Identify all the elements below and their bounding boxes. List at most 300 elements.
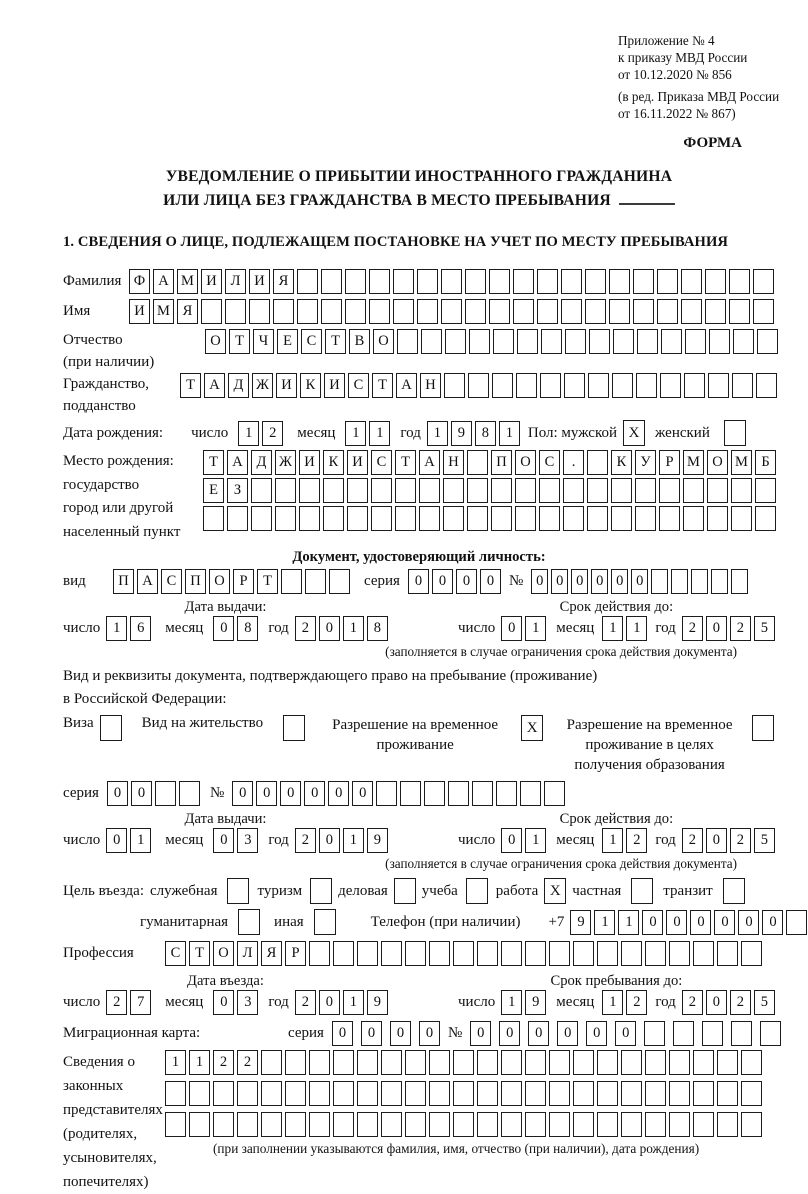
char-cell[interactable] — [741, 1081, 762, 1106]
char-cell[interactable]: В — [349, 329, 370, 354]
char-cell[interactable]: О — [209, 569, 230, 594]
char-cell[interactable] — [393, 299, 414, 324]
char-cell[interactable]: Л — [225, 269, 246, 294]
char-cell[interactable] — [669, 1050, 690, 1075]
char-cell[interactable] — [637, 329, 658, 354]
char-cell[interactable] — [549, 1050, 570, 1075]
char-cell[interactable] — [525, 1050, 546, 1075]
char-cell[interactable] — [517, 329, 538, 354]
char-cell[interactable]: 2 — [682, 828, 703, 853]
char-cell[interactable] — [501, 941, 522, 966]
purpose-transit-checkbox[interactable] — [723, 878, 745, 904]
char-cell[interactable] — [429, 1081, 450, 1106]
char-cell[interactable] — [681, 269, 702, 294]
char-cell[interactable] — [609, 269, 630, 294]
char-cell[interactable]: 0 — [256, 781, 277, 806]
char-cell[interactable]: 1 — [343, 990, 364, 1015]
char-cell[interactable] — [563, 478, 584, 503]
char-cell[interactable]: Ж — [275, 450, 296, 475]
purpose-other-checkbox[interactable] — [314, 909, 336, 935]
char-cell[interactable] — [468, 373, 489, 398]
char-cell[interactable] — [731, 569, 748, 594]
char-cell[interactable]: 2 — [626, 990, 647, 1015]
temp-residence-checkbox[interactable]: X — [521, 715, 543, 741]
char-cell[interactable] — [659, 506, 680, 531]
char-cell[interactable]: Т — [395, 450, 416, 475]
char-cell[interactable]: П — [185, 569, 206, 594]
char-cell[interactable]: Р — [285, 941, 306, 966]
char-cell[interactable] — [448, 781, 469, 806]
char-cell[interactable]: Т — [372, 373, 393, 398]
char-cell[interactable]: 2 — [626, 828, 647, 853]
char-cell[interactable]: 0 — [762, 910, 783, 935]
char-cell[interactable] — [732, 373, 753, 398]
char-cell[interactable] — [717, 941, 738, 966]
char-cell[interactable] — [369, 299, 390, 324]
char-cell[interactable]: 0 — [690, 910, 711, 935]
char-cell[interactable] — [421, 329, 442, 354]
char-cell[interactable] — [496, 781, 517, 806]
char-cell[interactable] — [657, 299, 678, 324]
char-cell[interactable]: 0 — [304, 781, 325, 806]
char-cell[interactable] — [397, 329, 418, 354]
char-cell[interactable] — [573, 941, 594, 966]
char-cell[interactable] — [611, 506, 632, 531]
char-cell[interactable] — [477, 1081, 498, 1106]
char-cell[interactable] — [733, 329, 754, 354]
char-cell[interactable] — [525, 1112, 546, 1137]
char-cell[interactable] — [165, 1081, 186, 1106]
char-cell[interactable] — [309, 1081, 330, 1106]
char-cell[interactable] — [685, 329, 706, 354]
char-cell[interactable]: 0 — [480, 569, 501, 594]
char-cell[interactable] — [537, 269, 558, 294]
char-cell[interactable] — [297, 299, 318, 324]
char-cell[interactable] — [309, 1112, 330, 1137]
char-cell[interactable] — [573, 1112, 594, 1137]
char-cell[interactable]: 0 — [106, 828, 127, 853]
char-cell[interactable]: 1 — [602, 990, 623, 1015]
char-cell[interactable] — [651, 569, 668, 594]
char-cell[interactable]: 0 — [666, 910, 687, 935]
char-cell[interactable] — [756, 373, 777, 398]
char-cell[interactable] — [588, 373, 609, 398]
char-cell[interactable] — [633, 299, 654, 324]
char-cell[interactable]: Я — [177, 299, 198, 324]
char-cell[interactable] — [405, 1050, 426, 1075]
char-cell[interactable]: 0 — [557, 1021, 578, 1046]
representatives-cells-row2[interactable] — [165, 1081, 762, 1106]
char-cell[interactable]: 1 — [343, 616, 364, 641]
char-cell[interactable] — [189, 1112, 210, 1137]
char-cell[interactable]: 1 — [189, 1050, 210, 1075]
char-cell[interactable]: 0 — [501, 616, 522, 641]
char-cell[interactable]: М — [153, 299, 174, 324]
char-cell[interactable] — [515, 478, 536, 503]
residence-issue-day-cells[interactable] — [106, 828, 151, 853]
char-cell[interactable] — [424, 781, 445, 806]
char-cell[interactable] — [681, 299, 702, 324]
char-cell[interactable] — [741, 1112, 762, 1137]
char-cell[interactable] — [645, 1112, 666, 1137]
char-cell[interactable] — [305, 569, 326, 594]
char-cell[interactable] — [261, 1050, 282, 1075]
char-cell[interactable]: 7 — [130, 990, 151, 1015]
residence-series-cells[interactable] — [107, 781, 200, 806]
char-cell[interactable]: 0 — [615, 1021, 636, 1046]
char-cell[interactable] — [281, 569, 302, 594]
char-cell[interactable] — [565, 329, 586, 354]
char-cell[interactable] — [709, 329, 730, 354]
residence-valid-day-cells[interactable] — [501, 828, 546, 853]
char-cell[interactable] — [472, 781, 493, 806]
char-cell[interactable] — [659, 478, 680, 503]
char-cell[interactable] — [705, 269, 726, 294]
sex-male-checkbox[interactable]: X — [623, 420, 645, 446]
char-cell[interactable]: Т — [325, 329, 346, 354]
birth-month-cells[interactable] — [345, 421, 390, 446]
char-cell[interactable] — [467, 506, 488, 531]
purpose-business-checkbox[interactable] — [394, 878, 416, 904]
char-cell[interactable] — [237, 1081, 258, 1106]
char-cell[interactable] — [707, 506, 728, 531]
char-cell[interactable] — [345, 269, 366, 294]
char-cell[interactable]: 0 — [456, 569, 477, 594]
char-cell[interactable] — [563, 506, 584, 531]
char-cell[interactable]: 1 — [165, 1050, 186, 1075]
char-cell[interactable] — [597, 1050, 618, 1075]
char-cell[interactable] — [381, 1081, 402, 1106]
char-cell[interactable]: 2 — [730, 616, 751, 641]
char-cell[interactable] — [237, 1112, 258, 1137]
char-cell[interactable] — [691, 569, 708, 594]
char-cell[interactable]: 0 — [501, 828, 522, 853]
char-cell[interactable]: У — [635, 450, 656, 475]
char-cell[interactable] — [347, 478, 368, 503]
identity-valid-month-cells[interactable] — [602, 616, 647, 641]
char-cell[interactable]: С — [301, 329, 322, 354]
char-cell[interactable] — [381, 1050, 402, 1075]
char-cell[interactable] — [660, 373, 681, 398]
char-cell[interactable]: 9 — [451, 421, 472, 446]
char-cell[interactable] — [333, 1112, 354, 1137]
char-cell[interactable]: К — [300, 373, 321, 398]
residence-issue-month-cells[interactable] — [213, 828, 258, 853]
char-cell[interactable] — [501, 1050, 522, 1075]
char-cell[interactable] — [757, 329, 778, 354]
char-cell[interactable]: 0 — [131, 781, 152, 806]
birth-day-cells[interactable] — [238, 421, 283, 446]
char-cell[interactable] — [405, 941, 426, 966]
char-cell[interactable] — [345, 299, 366, 324]
char-cell[interactable] — [513, 299, 534, 324]
char-cell[interactable] — [347, 506, 368, 531]
char-cell[interactable] — [357, 1081, 378, 1106]
char-cell[interactable]: 1 — [427, 421, 448, 446]
char-cell[interactable]: 0 — [470, 1021, 491, 1046]
char-cell[interactable] — [693, 1050, 714, 1075]
residence-valid-year-cells[interactable] — [682, 828, 775, 853]
char-cell[interactable] — [477, 1050, 498, 1075]
identity-issue-year-cells[interactable] — [295, 616, 388, 641]
char-cell[interactable] — [669, 1081, 690, 1106]
char-cell[interactable] — [684, 373, 705, 398]
char-cell[interactable] — [321, 299, 342, 324]
char-cell[interactable] — [729, 299, 750, 324]
char-cell[interactable] — [731, 506, 752, 531]
char-cell[interactable]: 0 — [499, 1021, 520, 1046]
char-cell[interactable] — [419, 506, 440, 531]
char-cell[interactable]: 1 — [602, 828, 623, 853]
char-cell[interactable]: 0 — [531, 569, 548, 594]
char-cell[interactable]: И — [276, 373, 297, 398]
char-cell[interactable] — [587, 478, 608, 503]
char-cell[interactable]: И — [201, 269, 222, 294]
char-cell[interactable] — [443, 506, 464, 531]
char-cell[interactable]: 1 — [602, 616, 623, 641]
char-cell[interactable]: А — [419, 450, 440, 475]
char-cell[interactable]: 0 — [611, 569, 628, 594]
char-cell[interactable] — [323, 506, 344, 531]
char-cell[interactable] — [299, 478, 320, 503]
char-cell[interactable] — [525, 941, 546, 966]
char-cell[interactable] — [333, 941, 354, 966]
char-cell[interactable]: 0 — [419, 1021, 440, 1046]
char-cell[interactable]: 5 — [754, 990, 775, 1015]
char-cell[interactable] — [621, 1081, 642, 1106]
char-cell[interactable] — [702, 1021, 723, 1046]
char-cell[interactable]: 0 — [319, 616, 340, 641]
char-cell[interactable] — [573, 1050, 594, 1075]
char-cell[interactable] — [597, 1081, 618, 1106]
char-cell[interactable] — [419, 478, 440, 503]
char-cell[interactable]: 9 — [525, 990, 546, 1015]
char-cell[interactable] — [357, 1112, 378, 1137]
char-cell[interactable]: 1 — [501, 990, 522, 1015]
char-cell[interactable] — [477, 1112, 498, 1137]
char-cell[interactable] — [465, 269, 486, 294]
char-cell[interactable] — [661, 329, 682, 354]
char-cell[interactable] — [621, 1050, 642, 1075]
char-cell[interactable] — [671, 569, 688, 594]
char-cell[interactable] — [587, 506, 608, 531]
char-cell[interactable] — [541, 329, 562, 354]
char-cell[interactable] — [489, 269, 510, 294]
char-cell[interactable]: 1 — [594, 910, 615, 935]
char-cell[interactable]: 2 — [237, 1050, 258, 1075]
char-cell[interactable] — [285, 1050, 306, 1075]
char-cell[interactable] — [417, 269, 438, 294]
char-cell[interactable] — [621, 941, 642, 966]
birth-year-cells[interactable] — [427, 421, 520, 446]
char-cell[interactable] — [711, 569, 728, 594]
char-cell[interactable]: З — [227, 478, 248, 503]
char-cell[interactable] — [525, 1081, 546, 1106]
birth-place-cells-row3[interactable] — [203, 506, 776, 531]
char-cell[interactable] — [731, 1021, 752, 1046]
char-cell[interactable] — [299, 506, 320, 531]
char-cell[interactable]: 9 — [367, 828, 388, 853]
char-cell[interactable] — [453, 1112, 474, 1137]
char-cell[interactable] — [693, 1112, 714, 1137]
char-cell[interactable] — [323, 478, 344, 503]
char-cell[interactable]: А — [204, 373, 225, 398]
char-cell[interactable]: 0 — [714, 910, 735, 935]
char-cell[interactable]: 0 — [706, 616, 727, 641]
char-cell[interactable] — [501, 1081, 522, 1106]
char-cell[interactable] — [357, 941, 378, 966]
char-cell[interactable]: 0 — [631, 569, 648, 594]
char-cell[interactable]: Б — [755, 450, 776, 475]
char-cell[interactable]: 8 — [367, 616, 388, 641]
char-cell[interactable] — [645, 1050, 666, 1075]
char-cell[interactable] — [731, 478, 752, 503]
char-cell[interactable]: 8 — [237, 616, 258, 641]
char-cell[interactable]: О — [373, 329, 394, 354]
char-cell[interactable]: 3 — [237, 990, 258, 1015]
char-cell[interactable] — [729, 269, 750, 294]
char-cell[interactable]: . — [563, 450, 584, 475]
char-cell[interactable] — [429, 941, 450, 966]
char-cell[interactable] — [441, 269, 462, 294]
entry-day-cells[interactable] — [106, 990, 151, 1015]
char-cell[interactable]: Т — [229, 329, 250, 354]
char-cell[interactable] — [275, 478, 296, 503]
char-cell[interactable] — [544, 781, 565, 806]
entry-month-cells[interactable] — [213, 990, 258, 1015]
char-cell[interactable]: 0 — [408, 569, 429, 594]
char-cell[interactable]: 5 — [754, 616, 775, 641]
char-cell[interactable] — [393, 269, 414, 294]
representatives-cells-row3[interactable] — [165, 1112, 762, 1137]
char-cell[interactable]: Н — [443, 450, 464, 475]
char-cell[interactable] — [513, 269, 534, 294]
char-cell[interactable]: 2 — [106, 990, 127, 1015]
char-cell[interactable] — [453, 1050, 474, 1075]
char-cell[interactable] — [673, 1021, 694, 1046]
char-cell[interactable] — [261, 1112, 282, 1137]
char-cell[interactable]: И — [347, 450, 368, 475]
char-cell[interactable]: 0 — [738, 910, 759, 935]
char-cell[interactable] — [683, 478, 704, 503]
char-cell[interactable]: 0 — [642, 910, 663, 935]
char-cell[interactable]: И — [299, 450, 320, 475]
char-cell[interactable] — [249, 299, 270, 324]
char-cell[interactable] — [453, 941, 474, 966]
char-cell[interactable]: Т — [189, 941, 210, 966]
char-cell[interactable] — [165, 1112, 186, 1137]
char-cell[interactable]: 5 — [754, 828, 775, 853]
char-cell[interactable] — [333, 1050, 354, 1075]
char-cell[interactable]: О — [205, 329, 226, 354]
entry-year-cells[interactable] — [295, 990, 388, 1015]
char-cell[interactable] — [251, 506, 272, 531]
char-cell[interactable] — [540, 373, 561, 398]
char-cell[interactable] — [297, 269, 318, 294]
char-cell[interactable]: О — [213, 941, 234, 966]
profession-cells[interactable] — [165, 941, 762, 966]
char-cell[interactable] — [275, 506, 296, 531]
char-cell[interactable]: О — [515, 450, 536, 475]
identity-issue-month-cells[interactable] — [213, 616, 258, 641]
char-cell[interactable] — [683, 506, 704, 531]
char-cell[interactable] — [251, 478, 272, 503]
char-cell[interactable]: 0 — [361, 1021, 382, 1046]
char-cell[interactable] — [381, 1112, 402, 1137]
char-cell[interactable] — [285, 1081, 306, 1106]
char-cell[interactable]: 0 — [432, 569, 453, 594]
char-cell[interactable] — [669, 941, 690, 966]
edu-residence-checkbox[interactable] — [752, 715, 774, 741]
char-cell[interactable] — [635, 478, 656, 503]
char-cell[interactable] — [561, 269, 582, 294]
purpose-work-checkbox[interactable]: X — [544, 878, 566, 904]
char-cell[interactable] — [489, 299, 510, 324]
char-cell[interactable] — [708, 373, 729, 398]
char-cell[interactable] — [395, 506, 416, 531]
char-cell[interactable] — [717, 1112, 738, 1137]
char-cell[interactable] — [477, 941, 498, 966]
char-cell[interactable]: 1 — [369, 421, 390, 446]
char-cell[interactable] — [261, 1081, 282, 1106]
char-cell[interactable] — [203, 506, 224, 531]
char-cell[interactable]: 0 — [213, 616, 234, 641]
patronymic-cells[interactable] — [205, 329, 778, 354]
char-cell[interactable]: 0 — [332, 1021, 353, 1046]
char-cell[interactable] — [755, 478, 776, 503]
char-cell[interactable]: Е — [277, 329, 298, 354]
char-cell[interactable]: 0 — [319, 990, 340, 1015]
char-cell[interactable]: 9 — [570, 910, 591, 935]
char-cell[interactable]: И — [129, 299, 150, 324]
char-cell[interactable]: С — [348, 373, 369, 398]
purpose-study-checkbox[interactable] — [466, 878, 488, 904]
char-cell[interactable]: Ч — [253, 329, 274, 354]
char-cell[interactable] — [329, 569, 350, 594]
char-cell[interactable] — [564, 373, 585, 398]
birth-place-cells-row1[interactable] — [203, 450, 776, 475]
migration-number-cells[interactable] — [470, 1021, 781, 1046]
doc-series-cells[interactable] — [408, 569, 501, 594]
char-cell[interactable]: П — [491, 450, 512, 475]
char-cell[interactable]: 0 — [232, 781, 253, 806]
char-cell[interactable]: П — [113, 569, 134, 594]
char-cell[interactable] — [589, 329, 610, 354]
char-cell[interactable] — [441, 299, 462, 324]
char-cell[interactable] — [587, 450, 608, 475]
char-cell[interactable] — [573, 1081, 594, 1106]
char-cell[interactable]: Д — [251, 450, 272, 475]
char-cell[interactable]: 2 — [213, 1050, 234, 1075]
char-cell[interactable] — [741, 1050, 762, 1075]
char-cell[interactable]: 0 — [706, 990, 727, 1015]
char-cell[interactable]: 0 — [706, 828, 727, 853]
char-cell[interactable] — [400, 781, 421, 806]
char-cell[interactable] — [273, 299, 294, 324]
char-cell[interactable]: 8 — [475, 421, 496, 446]
char-cell[interactable] — [644, 1021, 665, 1046]
char-cell[interactable] — [225, 299, 246, 324]
char-cell[interactable]: 1 — [618, 910, 639, 935]
identity-valid-year-cells[interactable] — [682, 616, 775, 641]
char-cell[interactable] — [429, 1112, 450, 1137]
stay-month-cells[interactable] — [602, 990, 647, 1015]
migration-series-cells[interactable] — [332, 1021, 440, 1046]
char-cell[interactable] — [429, 1050, 450, 1075]
char-cell[interactable]: 0 — [107, 781, 128, 806]
char-cell[interactable]: 0 — [280, 781, 301, 806]
char-cell[interactable] — [309, 941, 330, 966]
